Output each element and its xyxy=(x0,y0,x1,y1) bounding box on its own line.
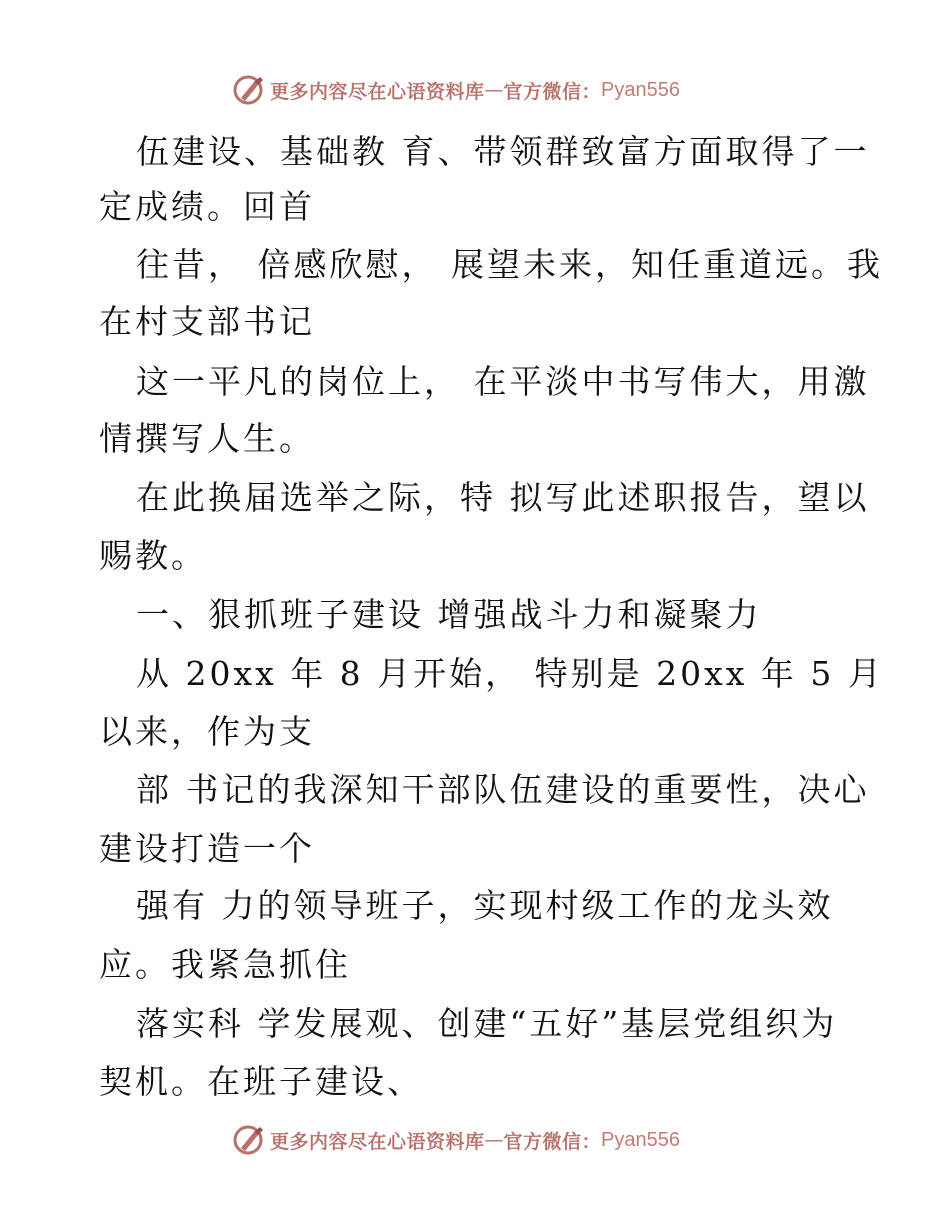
header-wechat-id: Pyan556 xyxy=(601,78,680,101)
text-line: 建设打造一个 xyxy=(99,829,315,868)
header-separator: — xyxy=(484,79,504,101)
footer-wechat-label: 官方微信： xyxy=(503,1130,602,1153)
text-line: 这一平凡的岗位上， 在平淡中书写伟大，用激 xyxy=(136,362,870,401)
section-heading: 一、狠抓班子建设 增强战斗力和凝聚力 xyxy=(136,595,762,634)
footer-wechat-id: Pyan556 xyxy=(601,1128,680,1151)
text-line: 情撰写人生。 xyxy=(99,419,315,458)
text-line: 部 书记的我深知干部队伍建设的重要性，决心 xyxy=(136,770,870,809)
text-line: 赐教。 xyxy=(99,536,207,575)
text-line: 伍建设、基础教 育、带领群致富方面取得了一 xyxy=(136,132,870,171)
header-brand-text: 更多内容尽在心语资料库 xyxy=(270,80,485,103)
pen-logo-icon xyxy=(232,1123,266,1157)
text-line: 强有 力的领导班子，实现村级工作的龙头效 xyxy=(136,886,834,925)
text-line: 落实科 学发展观、创建“五好”基层党组织为 xyxy=(136,1004,838,1043)
text-line: 定成绩。回首 xyxy=(99,187,315,226)
text-line: 在村支部书记 xyxy=(99,302,315,341)
text-line: 契机。在班子建设、 xyxy=(99,1062,423,1101)
text-line: 从 20xx 年 8 月开始， 特别是 20xx 年 5 月 xyxy=(136,654,884,693)
text-line: 在此换届选举之际，特 拟写此述职报告，望以 xyxy=(136,478,870,517)
footer-banner xyxy=(232,1123,680,1157)
text-line: 往昔， 倍感欣慰， 展望未来，知任重道远。我 xyxy=(136,245,883,284)
footer-brand-text: 更多内容尽在心语资料库 xyxy=(270,1130,485,1153)
text-line: 应。我紧急抓住 xyxy=(99,945,351,984)
header-wechat-label: 官方微信： xyxy=(503,80,602,103)
footer-separator: — xyxy=(484,1129,504,1151)
text-line: 以来，作为支 xyxy=(99,712,315,751)
